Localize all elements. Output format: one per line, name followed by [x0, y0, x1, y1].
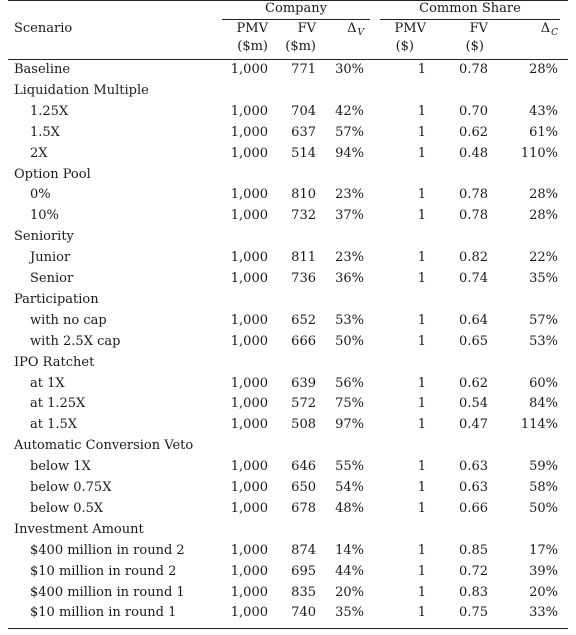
delta-v-cell: 97%: [335, 417, 364, 433]
common-pmv-cell: 1: [417, 271, 426, 286]
company-pmv-unit: ($m): [237, 39, 268, 54]
scenario-label: $400 million in round 1: [30, 584, 185, 600]
scenario-label: 2X: [30, 145, 48, 161]
delta-v-cell: 44%: [335, 563, 364, 579]
company-fv-cell: 639: [291, 375, 316, 391]
company-fv-cell: 732: [291, 208, 316, 224]
scenario-label: below 0.5X: [30, 500, 104, 516]
delta-v-cell: 23%: [335, 187, 364, 203]
delta-c-cell: 114%: [520, 417, 558, 433]
delta-c-cell: 20%: [529, 584, 558, 600]
common-fv-cell: 0.48: [459, 145, 488, 161]
delta-v-cell: 42%: [335, 103, 364, 119]
common-fv-cell: 0.62: [459, 124, 488, 140]
delta-c-cell: 110%: [520, 145, 558, 161]
company-fv-cell: 652: [291, 312, 316, 328]
common-pmv-cell: 1: [417, 584, 426, 600]
company-fv-cell: 508: [291, 417, 316, 433]
delta-c-cell: 28%: [529, 187, 558, 203]
scenario-label: Junior: [30, 250, 71, 266]
common-pmv-cell: 1: [417, 124, 426, 140]
common-pmv-cell: 1: [417, 500, 426, 516]
common-pmv-cell: 1: [417, 396, 426, 412]
company-fv-cell: 637: [291, 124, 316, 140]
common-fv-cell: 0.66: [459, 500, 488, 516]
scenario-label: with no cap: [30, 312, 107, 328]
company-pmv-cell: 1,000: [230, 208, 268, 224]
company-fv-cell: 572: [291, 396, 316, 412]
company-pmv-cell: 1,000: [230, 563, 268, 579]
delta-c-subscript: C: [551, 28, 558, 38]
company-pmv-cell: 1,000: [230, 605, 268, 621]
scenario-label: with 2.5X cap: [30, 333, 121, 349]
common-fv-cell: 0.78: [459, 208, 488, 224]
delta-v-subscript: V: [357, 28, 364, 38]
company-pmv-cell: 1,000: [230, 500, 268, 516]
company-pmv-cell: 1,000: [230, 103, 268, 119]
common-fv-header: FV: [469, 21, 488, 36]
delta-c-cell: 57%: [529, 312, 558, 328]
delta-c-cell: 43%: [529, 103, 558, 119]
scenario-label: $10 million in round 2: [30, 563, 177, 579]
scenario-label: 10%: [30, 208, 59, 224]
company-fv-header: FV: [297, 21, 316, 36]
common-fv-cell: 0.70: [459, 103, 488, 119]
delta-c-cell: 35%: [529, 271, 558, 286]
company-group-rule: [222, 19, 370, 20]
company-pmv-cell: 1,000: [230, 271, 268, 286]
company-pmv-cell: 1,000: [230, 62, 268, 77]
scenario-label: Baseline: [14, 62, 71, 77]
delta-v-cell: 30%: [335, 62, 364, 77]
common-pmv-cell: 1: [417, 250, 426, 266]
group-label: Investment Amount: [14, 521, 144, 537]
bottom-rule: [8, 628, 568, 629]
delta-c-cell: 28%: [529, 62, 558, 77]
company-fv-cell: 736: [291, 271, 316, 286]
delta-c-cell: 39%: [529, 563, 558, 579]
company-pmv-cell: 1,000: [230, 417, 268, 433]
group-label: IPO Ratchet: [14, 354, 95, 370]
delta-v-cell: 55%: [335, 459, 364, 475]
common-fv-cell: 0.82: [459, 250, 488, 266]
company-pmv-header: PMV: [236, 21, 268, 36]
company-group-header: Company: [265, 1, 327, 16]
scenario-column-header: Scenario: [14, 21, 73, 36]
delta-c-cell: 28%: [529, 208, 558, 224]
delta-v-cell: 23%: [335, 250, 364, 266]
common-pmv-unit: ($): [395, 39, 414, 54]
company-fv-cell: 740: [291, 605, 316, 621]
common-pmv-cell: 1: [417, 187, 426, 203]
delta-c-cell: 53%: [529, 333, 558, 349]
company-pmv-cell: 1,000: [230, 542, 268, 558]
delta-v-cell: 75%: [335, 396, 364, 412]
group-label: Automatic Conversion Veto: [14, 438, 194, 454]
company-fv-cell: 704: [291, 103, 316, 119]
common-fv-cell: 0.54: [459, 396, 488, 412]
delta-v-cell: 54%: [335, 480, 364, 495]
company-pmv-cell: 1,000: [230, 375, 268, 391]
company-fv-cell: 678: [291, 500, 316, 516]
scenario-label: 1.5X: [30, 124, 60, 140]
common-pmv-cell: 1: [417, 208, 426, 224]
scenario-label: below 0.75X: [30, 480, 112, 495]
scenario-label: at 1X: [30, 375, 65, 391]
common-fv-cell: 0.65: [459, 333, 488, 349]
common-fv-cell: 0.75: [459, 605, 488, 621]
company-fv-cell: 666: [291, 333, 316, 349]
scenario-label: 0%: [30, 187, 51, 203]
delta-c-cell: 59%: [529, 459, 558, 475]
delta-c-cell: 58%: [529, 480, 558, 495]
common-pmv-cell: 1: [417, 62, 426, 77]
common-pmv-cell: 1: [417, 459, 426, 475]
company-pmv-cell: 1,000: [230, 312, 268, 328]
common-pmv-cell: 1: [417, 605, 426, 621]
company-pmv-cell: 1,000: [230, 187, 268, 203]
common-fv-cell: 0.78: [459, 62, 488, 77]
delta-c-cell: 50%: [529, 500, 558, 516]
group-label: Seniority: [14, 229, 74, 245]
common-fv-cell: 0.78: [459, 187, 488, 203]
common-fv-cell: 0.47: [459, 417, 488, 433]
delta-c-cell: 84%: [529, 396, 558, 412]
common-pmv-cell: 1: [417, 417, 426, 433]
group-label: Option Pool: [14, 166, 91, 182]
delta-c-cell: 61%: [529, 124, 558, 140]
header-rule: [8, 59, 568, 60]
common-pmv-cell: 1: [417, 103, 426, 119]
delta-c-cell: 33%: [529, 605, 558, 621]
common-group-rule: [380, 19, 560, 20]
delta-v-cell: 36%: [335, 271, 364, 286]
company-fv-cell: 771: [291, 62, 316, 77]
common-fv-cell: 0.63: [459, 480, 488, 495]
company-fv-cell: 650: [291, 480, 316, 495]
common-pmv-cell: 1: [417, 563, 426, 579]
delta-v-cell: 57%: [335, 124, 364, 140]
company-pmv-cell: 1,000: [230, 124, 268, 140]
company-fv-cell: 514: [291, 145, 316, 161]
delta-v-cell: 56%: [335, 375, 364, 391]
company-pmv-cell: 1,000: [230, 584, 268, 600]
company-fv-cell: 811: [291, 250, 316, 266]
delta-v-cell: 53%: [335, 312, 364, 328]
common-fv-cell: 0.83: [459, 584, 488, 600]
company-pmv-cell: 1,000: [230, 480, 268, 495]
delta-v-cell: 48%: [335, 500, 364, 516]
common-fv-cell: 0.62: [459, 375, 488, 391]
company-fv-cell: 810: [291, 187, 316, 203]
company-fv-unit: ($m): [285, 39, 316, 54]
common-share-group-header: Common Share: [419, 1, 521, 16]
company-pmv-cell: 1,000: [230, 145, 268, 161]
common-pmv-cell: 1: [417, 333, 426, 349]
delta-c-cell: 17%: [529, 542, 558, 558]
group-label: Liquidation Multiple: [14, 82, 149, 98]
delta-v-cell: 35%: [335, 605, 364, 621]
scenario-label: 1.25X: [30, 103, 69, 119]
company-pmv-cell: 1,000: [230, 459, 268, 475]
scenario-label: at 1.25X: [30, 396, 86, 412]
company-pmv-cell: 1,000: [230, 396, 268, 412]
scenario-label: below 1X: [30, 459, 91, 475]
scenario-label: $10 million in round 1: [30, 605, 177, 621]
delta-v-cell: 20%: [335, 584, 364, 600]
common-pmv-cell: 1: [417, 542, 426, 558]
company-fv-cell: 874: [291, 542, 316, 558]
common-fv-cell: 0.74: [459, 271, 488, 286]
company-delta-header: $\Delta_V$: [347, 21, 364, 38]
common-fv-cell: 0.63: [459, 459, 488, 475]
delta-v-cell: 14%: [335, 542, 364, 558]
common-pmv-cell: 1: [417, 145, 426, 161]
common-fv-cell: 0.85: [459, 542, 488, 558]
company-fv-cell: 646: [291, 459, 316, 475]
delta-c-cell: 22%: [529, 250, 558, 266]
delta-c-cell: 60%: [529, 375, 558, 391]
delta-v-cell: 50%: [335, 333, 364, 349]
common-fv-cell: 0.64: [459, 312, 488, 328]
scenario-label: Senior: [30, 271, 74, 286]
delta-v-cell: 37%: [335, 208, 364, 224]
company-pmv-cell: 1,000: [230, 250, 268, 266]
company-pmv-cell: 1,000: [230, 333, 268, 349]
scenario-label: $400 million in round 2: [30, 542, 185, 558]
company-fv-cell: 835: [291, 584, 316, 600]
common-fv-unit: ($): [465, 39, 484, 54]
group-label: Participation: [14, 291, 99, 307]
delta-v-cell: 94%: [335, 145, 364, 161]
common-pmv-cell: 1: [417, 375, 426, 391]
common-pmv-header: PMV: [394, 21, 426, 36]
common-pmv-cell: 1: [417, 480, 426, 495]
common-delta-header: $\Delta_C$: [540, 21, 558, 38]
common-fv-cell: 0.72: [459, 563, 488, 579]
company-fv-cell: 695: [291, 563, 316, 579]
scenario-label: at 1.5X: [30, 417, 78, 433]
common-pmv-cell: 1: [417, 312, 426, 328]
